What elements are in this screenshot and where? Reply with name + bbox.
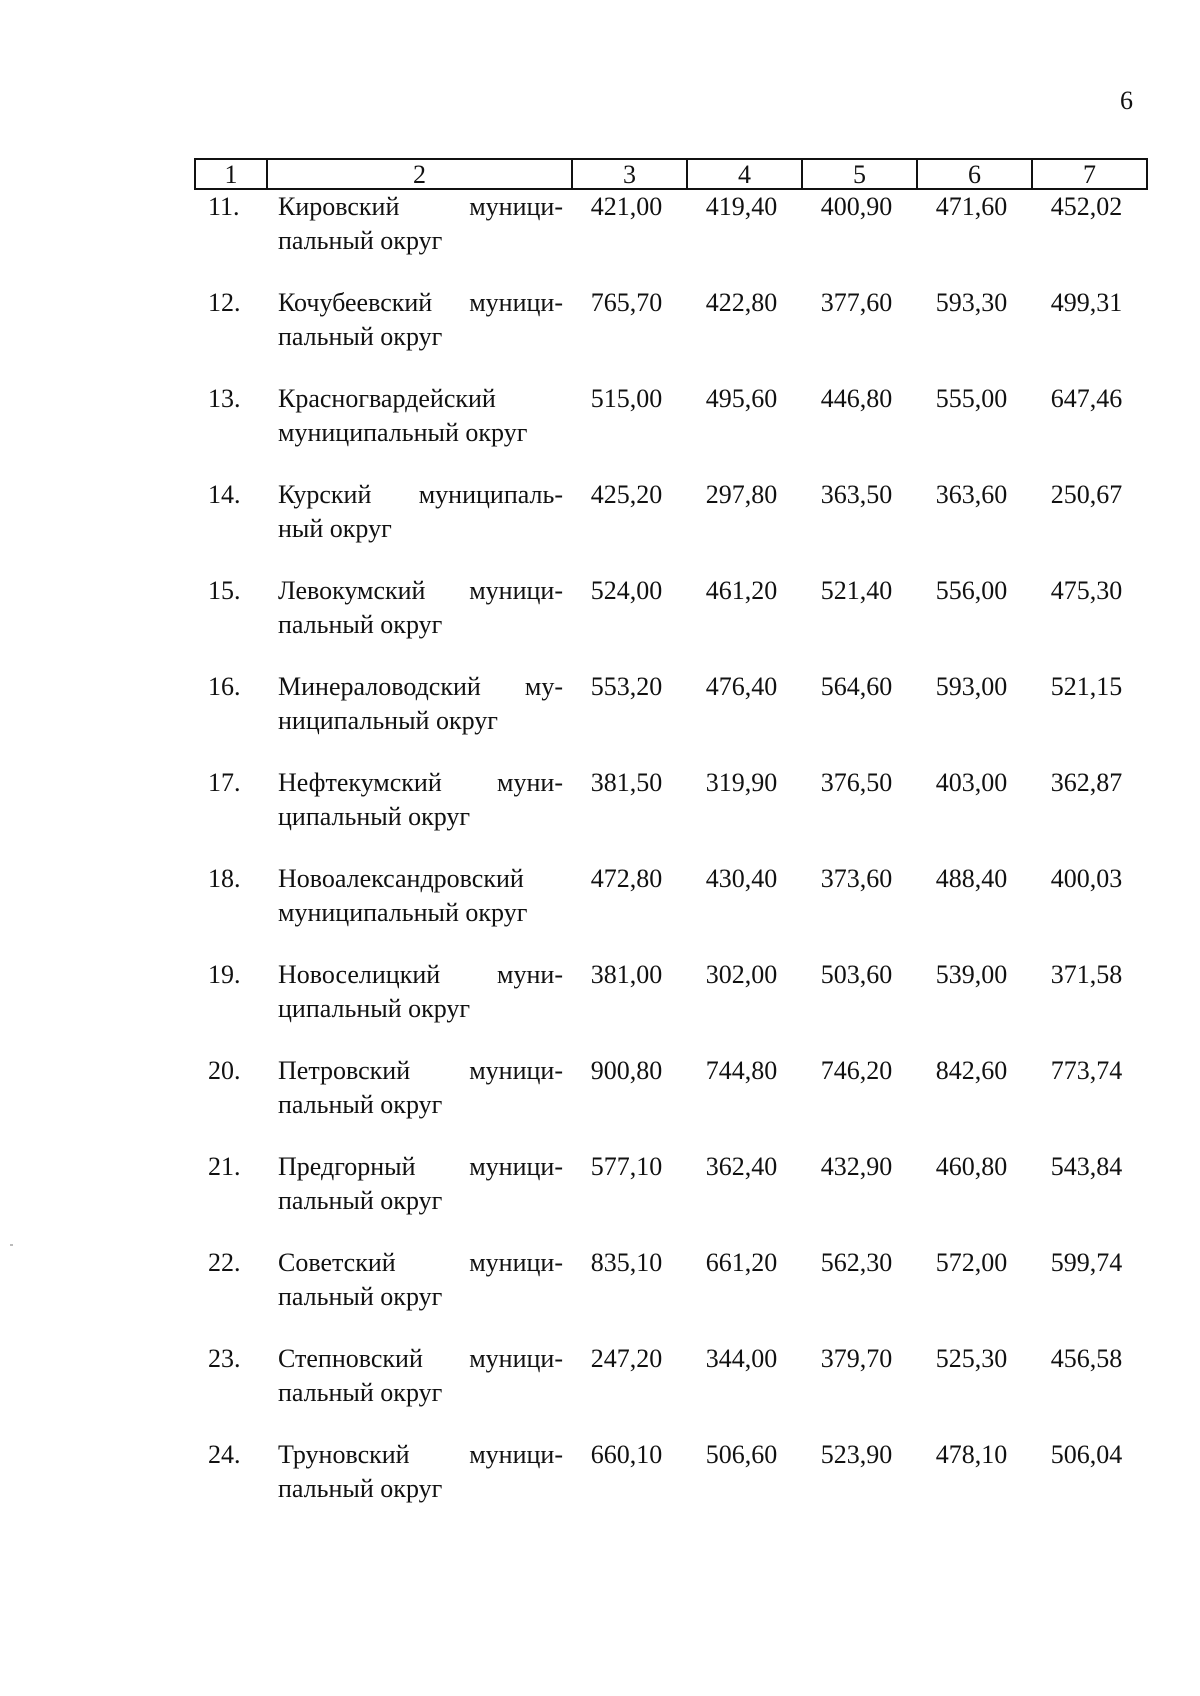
district-name-line-1: Петровский муници- <box>278 1056 563 1085</box>
value-cell-col-5: 377,60 <box>820 288 893 317</box>
table-header-cell: 7 <box>1031 160 1146 188</box>
district-name-line-1: Красногвардейский <box>278 384 496 413</box>
value-cell-col-4: 362,40 <box>705 1152 778 1181</box>
value-cell-col-5: 446,80 <box>820 384 893 413</box>
row-number: 13. <box>208 384 241 413</box>
value-cell-col-7: 452,02 <box>1050 192 1123 221</box>
value-cell-col-5: 376,50 <box>820 768 893 797</box>
value-cell-col-3: 421,00 <box>590 192 663 221</box>
value-cell-col-4: 302,00 <box>705 960 778 989</box>
value-cell-col-6: 460,80 <box>935 1152 1008 1181</box>
value-cell-col-6: 471,60 <box>935 192 1008 221</box>
district-name-line-1: Труновский муници- <box>278 1440 563 1469</box>
value-cell-col-3: 577,10 <box>590 1152 663 1181</box>
table-row <box>194 1342 1144 1438</box>
district-name-line-2: ниципальный округ <box>278 706 498 735</box>
table-header-row <box>194 158 1148 190</box>
value-cell-col-6: 842,60 <box>935 1056 1008 1085</box>
value-cell-col-3: 381,00 <box>590 960 663 989</box>
value-cell-col-6: 488,40 <box>935 864 1008 893</box>
table-header-cell: 5 <box>801 160 916 188</box>
value-cell-col-4: 506,60 <box>705 1440 778 1469</box>
value-cell-col-5: 523,90 <box>820 1440 893 1469</box>
row-number: 24. <box>208 1440 241 1469</box>
district-name-line-2: пальный округ <box>278 1282 443 1311</box>
district-name <box>264 382 569 478</box>
value-cell-col-4: 344,00 <box>705 1344 778 1373</box>
row-number: 19. <box>208 960 241 989</box>
district-name-line-2: пальный округ <box>278 610 443 639</box>
table-row <box>194 1246 1144 1342</box>
table-row <box>194 286 1144 382</box>
value-cell-col-3: 765,70 <box>590 288 663 317</box>
row-number: 17. <box>208 768 241 797</box>
value-cell-col-6: 556,00 <box>935 576 1008 605</box>
value-cell-col-4: 419,40 <box>705 192 778 221</box>
table-row <box>194 862 1144 958</box>
value-cell-col-7: 521,15 <box>1050 672 1123 701</box>
district-name-line-2: ципальный округ <box>278 802 471 831</box>
value-cell-col-5: 373,60 <box>820 864 893 893</box>
value-cell-col-6: 478,10 <box>935 1440 1008 1469</box>
value-cell-col-7: 475,30 <box>1050 576 1123 605</box>
district-name-line-1: Нефтекумский муни- <box>278 768 563 797</box>
table-header-cell: 2 <box>266 160 571 188</box>
table-row <box>194 958 1144 1054</box>
district-name <box>264 1246 569 1342</box>
district-name-line-2: пальный округ <box>278 1186 443 1215</box>
table-header-cell: 1 <box>224 160 238 189</box>
value-cell-col-4: 744,80 <box>705 1056 778 1085</box>
value-cell-col-3: 660,10 <box>590 1440 663 1469</box>
district-name-line-2: муниципальный округ <box>278 898 528 927</box>
district-name-line-1: Кочубеевский муници- <box>278 288 563 317</box>
table-header-cell: 4 <box>686 160 801 188</box>
table-row <box>194 670 1144 766</box>
value-cell-col-7: 543,84 <box>1050 1152 1123 1181</box>
value-cell-col-3: 515,00 <box>590 384 663 413</box>
value-cell-col-6: 403,00 <box>935 768 1008 797</box>
table-header-cell: 6 <box>916 160 1031 188</box>
row-number: 16. <box>208 672 241 701</box>
row-number: 22. <box>208 1248 241 1277</box>
district-name-line-2: пальный округ <box>278 1474 443 1503</box>
district-name <box>264 574 569 670</box>
table-row <box>194 1150 1144 1246</box>
district-name-line-2: пальный округ <box>278 322 443 351</box>
row-number: 23. <box>208 1344 241 1373</box>
value-cell-col-3: 472,80 <box>590 864 663 893</box>
table-row <box>194 1054 1144 1150</box>
row-number: 12. <box>208 288 241 317</box>
value-cell-col-5: 379,70 <box>820 1344 893 1373</box>
table-row <box>194 574 1144 670</box>
value-cell-col-7: 599,74 <box>1050 1248 1123 1277</box>
value-cell-col-7: 362,87 <box>1050 768 1123 797</box>
table-row <box>194 766 1144 862</box>
value-cell-col-5: 746,20 <box>820 1056 893 1085</box>
district-name <box>264 1438 569 1534</box>
table-row <box>194 382 1144 478</box>
page-number: 6 <box>1120 86 1133 115</box>
district-name <box>264 1342 569 1438</box>
row-number: 21. <box>208 1152 241 1181</box>
value-cell-col-3: 425,20 <box>590 480 663 509</box>
value-cell-col-7: 400,03 <box>1050 864 1123 893</box>
value-cell-col-7: 371,58 <box>1050 960 1123 989</box>
district-name <box>264 286 569 382</box>
value-cell-col-7: 456,58 <box>1050 1344 1123 1373</box>
value-cell-col-4: 461,20 <box>705 576 778 605</box>
table-row <box>194 478 1144 574</box>
district-name <box>264 478 569 574</box>
district-name <box>264 190 569 286</box>
row-number: 11. <box>208 192 240 221</box>
value-cell-col-4: 661,20 <box>705 1248 778 1277</box>
row-number: 14. <box>208 480 241 509</box>
district-name-line-2: ципальный округ <box>278 994 471 1023</box>
value-cell-col-4: 430,40 <box>705 864 778 893</box>
district-name <box>264 1054 569 1150</box>
value-cell-col-5: 564,60 <box>820 672 893 701</box>
district-name-line-1: Левокумский муници- <box>278 576 563 605</box>
value-cell-col-4: 422,80 <box>705 288 778 317</box>
value-cell-col-6: 593,00 <box>935 672 1008 701</box>
district-name-line-1: Предгорный муници- <box>278 1152 563 1181</box>
value-cell-col-5: 400,90 <box>820 192 893 221</box>
table-row <box>194 1438 1144 1534</box>
district-name-line-2: пальный округ <box>278 1090 443 1119</box>
value-cell-col-5: 562,30 <box>820 1248 893 1277</box>
value-cell-col-3: 553,20 <box>590 672 663 701</box>
district-name-line-2: пальный округ <box>278 1378 443 1407</box>
value-cell-col-5: 363,50 <box>820 480 893 509</box>
value-cell-col-3: 835,10 <box>590 1248 663 1277</box>
table-body <box>194 190 1144 1534</box>
value-cell-col-7: 647,46 <box>1050 384 1123 413</box>
district-name <box>264 862 569 958</box>
district-name-line-1: Новоалександровский <box>278 864 524 893</box>
value-cell-col-4: 476,40 <box>705 672 778 701</box>
value-cell-col-6: 525,30 <box>935 1344 1008 1373</box>
value-cell-col-7: 499,31 <box>1050 288 1123 317</box>
district-name-line-2: муниципальный округ <box>278 418 528 447</box>
value-cell-col-3: 381,50 <box>590 768 663 797</box>
district-name <box>264 1150 569 1246</box>
district-name-line-1: Кировский муници- <box>278 192 563 221</box>
district-name-line-2: пальный округ <box>278 226 443 255</box>
value-cell-col-7: 250,67 <box>1050 480 1123 509</box>
table-row <box>194 190 1144 286</box>
value-cell-col-3: 900,80 <box>590 1056 663 1085</box>
value-cell-col-6: 539,00 <box>935 960 1008 989</box>
district-name <box>264 670 569 766</box>
value-cell-col-4: 495,60 <box>705 384 778 413</box>
row-number: 18. <box>208 864 241 893</box>
district-name-line-1: Новоселицкий муни- <box>278 960 563 989</box>
value-cell-col-4: 319,90 <box>705 768 778 797</box>
row-number: 15. <box>208 576 241 605</box>
value-cell-col-3: 524,00 <box>590 576 663 605</box>
district-name-line-1: Курский муниципаль- <box>278 480 563 509</box>
district-name-line-1: Степновский муници- <box>278 1344 563 1373</box>
value-cell-col-6: 363,60 <box>935 480 1008 509</box>
value-cell-col-6: 555,00 <box>935 384 1008 413</box>
value-cell-col-7: 773,74 <box>1050 1056 1123 1085</box>
value-cell-col-5: 432,90 <box>820 1152 893 1181</box>
value-cell-col-5: 503,60 <box>820 960 893 989</box>
value-cell-col-5: 521,40 <box>820 576 893 605</box>
value-cell-col-6: 593,30 <box>935 288 1008 317</box>
row-number: 20. <box>208 1056 241 1085</box>
table-header-cell: 3 <box>571 160 686 188</box>
value-cell-col-6: 572,00 <box>935 1248 1008 1277</box>
value-cell-col-7: 506,04 <box>1050 1440 1123 1469</box>
district-name-line-2: ный округ <box>278 514 392 543</box>
district-name <box>264 958 569 1054</box>
district-name-line-1: Советский муници- <box>278 1248 563 1277</box>
value-cell-col-3: 247,20 <box>590 1344 663 1373</box>
scan-speck <box>10 1244 13 1246</box>
value-cell-col-4: 297,80 <box>705 480 778 509</box>
district-name <box>264 766 569 862</box>
district-name-line-1: Минераловодский му- <box>278 672 563 701</box>
